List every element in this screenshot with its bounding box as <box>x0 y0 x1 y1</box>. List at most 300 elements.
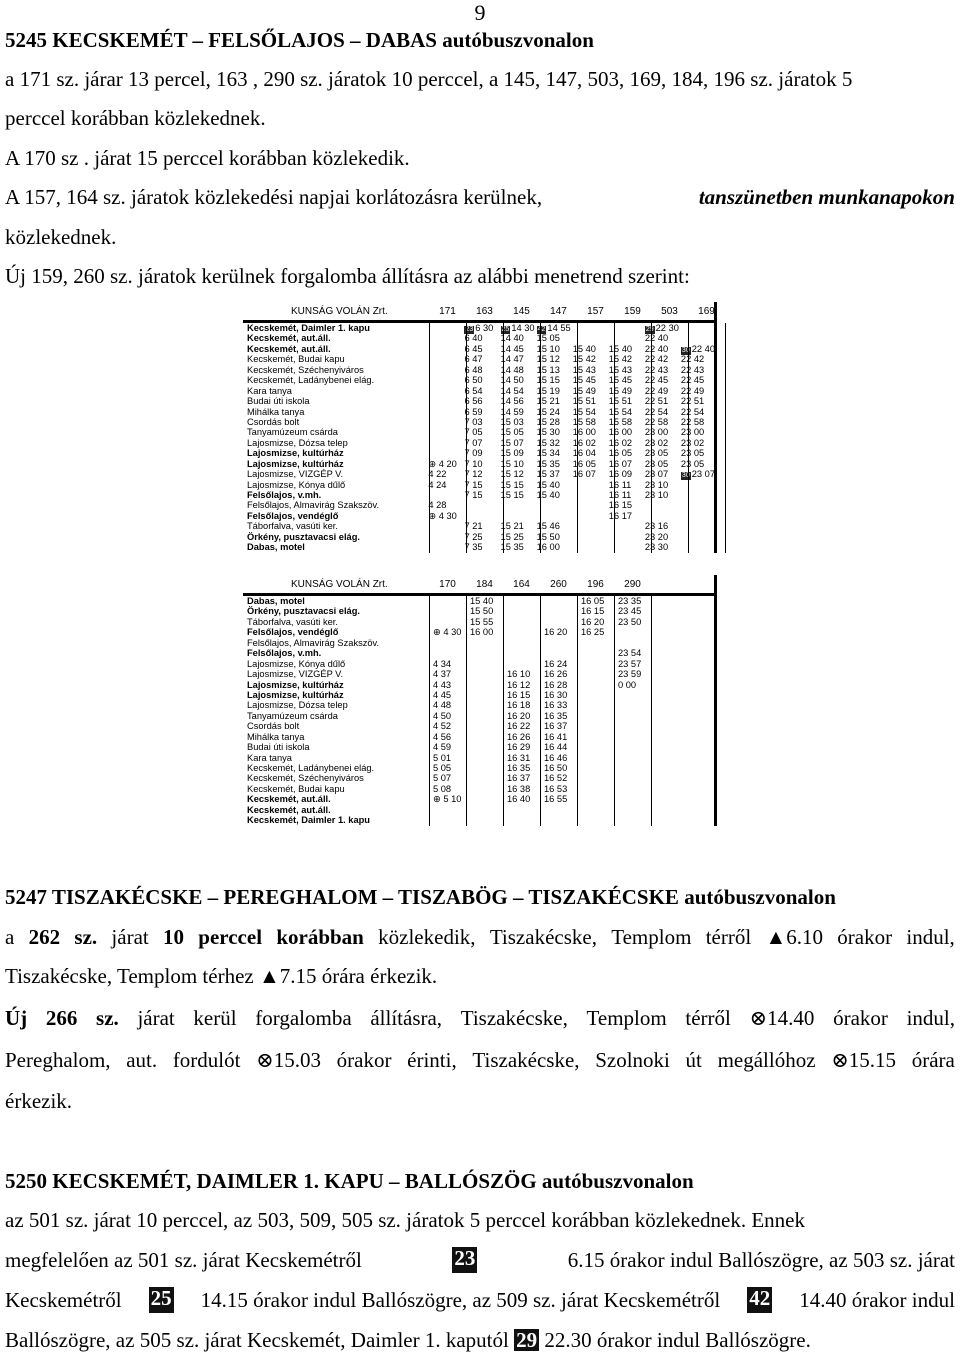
time-cell: 15 12 <box>536 354 560 365</box>
time-cell: 4 50 <box>433 710 452 721</box>
time-cell: 5 01 <box>433 752 452 763</box>
word: Tiszakécske, <box>472 1048 580 1072</box>
time-cell: 15 24 <box>536 406 560 417</box>
time-cell <box>507 606 544 616</box>
time-cell: 16 05 <box>572 458 596 469</box>
time-cell: 15 55 <box>470 616 494 627</box>
time-cell <box>573 490 609 500</box>
time-cell <box>507 815 544 825</box>
table-row <box>243 659 717 669</box>
stop-name: Lajosmizse, Dózsa telep <box>247 700 348 711</box>
table-row <box>243 469 717 479</box>
trip-number: 164 <box>513 579 530 590</box>
time-cell <box>681 532 717 542</box>
stop-name: Lajosmizse, Dózsa telep <box>247 437 348 448</box>
time-cell: 23 07 <box>644 469 669 480</box>
time-cell <box>544 596 581 606</box>
stop-name: Kecskemét, Széchenyiváros <box>247 773 364 784</box>
word: fordulót <box>172 1048 241 1072</box>
direction-marker <box>421 742 433 752</box>
time-cell <box>428 542 464 552</box>
table-row <box>243 532 717 542</box>
direction-marker <box>417 448 429 458</box>
time-cell: 15 37 <box>536 469 560 480</box>
time-cell: 4 43 <box>433 679 452 690</box>
direction-marker <box>421 638 433 648</box>
stop-name: Mihálka tanya <box>247 731 305 742</box>
word: megállóhoz <box>717 1048 816 1072</box>
trip-number: 159 <box>624 306 641 317</box>
time-cell <box>681 323 717 333</box>
time-cell: 14 45 <box>500 343 524 354</box>
stop-name: Felsőlajos, v.mh. <box>247 648 322 659</box>
time-cell: 23 59 <box>618 669 642 680</box>
time-value: 14 30 <box>511 323 535 333</box>
time-cell: 22 54 <box>680 406 705 417</box>
table-row <box>243 438 717 448</box>
time-cell: 22 51 <box>644 396 669 407</box>
operator-name: KUNSÁG VOLÁN Zrt. <box>291 306 388 317</box>
time-cell: ⊕ 4 20 <box>428 458 457 469</box>
time-cell <box>681 542 717 552</box>
column-divider <box>429 323 430 553</box>
time-cell <box>618 638 655 648</box>
word: Új <box>5 1006 28 1030</box>
time-cell: 22 54 <box>644 406 669 417</box>
time-cell <box>428 521 464 531</box>
time-cell: 15 12 <box>500 469 524 480</box>
table-row <box>243 375 717 385</box>
time-cell <box>618 794 655 804</box>
stop-name: Felsőlajos, Almavirág Szakszöv. <box>247 637 380 648</box>
stop-name: Kecskemét, aut.áll. <box>247 343 331 354</box>
table-row <box>243 344 717 354</box>
direction-marker <box>421 596 433 606</box>
time-cell: 16 11 <box>608 490 632 500</box>
time-cell <box>470 742 507 752</box>
word: járat <box>111 925 149 949</box>
column-divider <box>503 323 504 553</box>
time-cell: ⊕ 4 30 <box>428 510 457 521</box>
stop-name: Csordás bolt <box>247 721 300 732</box>
trip-number: 145 <box>513 306 530 317</box>
time-cell: 22 49 <box>644 385 669 396</box>
word: érinti, <box>407 1048 457 1072</box>
time-cell: 14 54 <box>500 385 524 396</box>
trip-number: 147 <box>550 306 567 317</box>
time-cell: 15 50 <box>536 531 560 542</box>
paragraph-line: Új 159, 260 sz. járatok kerülnek forgalomba állításra az alábbi menetrend szerint: <box>5 264 690 288</box>
stop-name: Lajosmizse, kultúrház <box>247 458 344 469</box>
time-cell: 16 00 <box>536 542 560 553</box>
time-cell <box>537 500 573 510</box>
table-row <box>243 365 717 375</box>
time-cell: 15 10 <box>536 343 560 354</box>
time-cell: 5 08 <box>433 783 452 794</box>
paragraph-line: perccel korábban közlekednek. <box>5 106 266 130</box>
time-cell: 5 07 <box>433 773 452 784</box>
time-cell: 7 15 <box>464 490 483 500</box>
direction-marker <box>417 490 429 500</box>
word: órakor <box>833 1006 888 1030</box>
word: térről <box>685 1006 731 1030</box>
timetable-header <box>243 302 717 323</box>
stop-name: Dabas, motel <box>247 596 305 606</box>
time-cell: 22 49 <box>680 385 705 396</box>
direction-marker <box>421 794 433 804</box>
stop-name: Táborfalva, vasúti ker. <box>247 521 338 532</box>
word: forgalomba <box>255 1006 352 1030</box>
timetable-dabas-kecskemet <box>243 575 717 826</box>
trip-number: 169 <box>698 306 715 317</box>
table-row <box>243 815 717 825</box>
time-cell: 7 25 <box>464 531 483 542</box>
time-cell: 16 31 <box>507 752 531 763</box>
time-cell <box>428 417 464 427</box>
time-cell <box>433 617 470 627</box>
time-cell <box>470 700 507 710</box>
time-cell: 22 51 <box>680 396 705 407</box>
time-cell <box>433 606 470 616</box>
table-row <box>243 617 717 627</box>
word: sz. <box>74 925 98 949</box>
time-cell <box>618 700 655 710</box>
direction-marker <box>421 648 433 658</box>
direction-marker <box>421 721 433 731</box>
time-cell <box>428 438 464 448</box>
time-cell: 15 51 <box>572 396 596 407</box>
time-cell <box>573 323 609 333</box>
column-divider <box>466 323 467 553</box>
timetable-body <box>243 596 717 826</box>
time-cell: 16 53 <box>544 783 568 794</box>
column-divider <box>503 596 504 826</box>
time-cell <box>618 627 655 637</box>
table-row <box>243 721 717 731</box>
time-cell: 16 11 <box>608 479 632 490</box>
time-cell <box>501 500 537 510</box>
time-cell <box>618 732 655 742</box>
time-cell: 16 15 <box>608 500 633 511</box>
direction-marker <box>421 805 433 815</box>
time-cell: 15 51 <box>608 396 633 407</box>
time-cell: 16 07 <box>608 458 633 469</box>
trip-badge: 30 <box>681 472 690 480</box>
direction-marker <box>417 532 429 542</box>
column-divider <box>651 323 652 553</box>
time-cell: 15 45 <box>608 375 633 386</box>
time-cell: 22 45 <box>680 375 705 386</box>
trip-badge: 42 <box>537 326 546 333</box>
time-cell: 14 50 <box>500 375 524 386</box>
time-cell: 15 03 <box>500 416 524 427</box>
direction-marker <box>421 606 433 616</box>
time-cell: 16 25 <box>581 627 605 638</box>
table-right-border <box>714 575 717 826</box>
direction-marker <box>421 617 433 627</box>
column-divider <box>651 596 652 826</box>
time-cell: 14 40 <box>500 333 524 344</box>
time-cell <box>470 794 507 804</box>
direction-marker <box>417 407 429 417</box>
time-cell: 16 20 <box>581 616 605 627</box>
time-cell: 15 50 <box>470 606 494 617</box>
time-cell <box>470 805 507 815</box>
trip-number: 260 <box>550 579 567 590</box>
time-cell: 16 22 <box>507 721 531 732</box>
trip-badge: 42 <box>747 1287 772 1313</box>
time-cell: 15 40 <box>608 343 633 354</box>
paragraph-line <box>5 1005 955 1031</box>
trip-number-row <box>429 306 725 317</box>
time-cell <box>618 773 655 783</box>
time-cell: ⊕ 5 10 <box>433 794 462 805</box>
stop-name: Felsőlajos, vendéglő <box>247 627 339 638</box>
time-cell: 7 12 <box>464 469 483 480</box>
trip-number-row <box>429 579 651 590</box>
time-cell: 15 40 <box>536 490 560 500</box>
stop-name: Lajosmizse, kultúrház <box>247 679 344 690</box>
time-cell: 15 09 <box>500 448 524 459</box>
time-cell <box>573 333 609 343</box>
time-cell <box>464 500 500 510</box>
time-cell <box>618 711 655 721</box>
table-row <box>243 417 717 427</box>
time-cell: 16 37 <box>507 773 531 784</box>
time-cell <box>470 690 507 700</box>
time-cell: 16 00 <box>470 627 494 638</box>
column-divider <box>688 323 689 553</box>
stop-name: Lajosmizse, VIZGÉP V. <box>247 669 344 680</box>
direction-marker <box>417 542 429 552</box>
time-cell: 16 17 <box>608 510 633 521</box>
direction-marker <box>421 680 433 690</box>
time-cell: 4 22 <box>428 469 447 480</box>
stop-name: Lajosmizse, kultúrház <box>247 448 344 459</box>
time-cell <box>507 617 544 627</box>
word: korábban <box>276 925 364 949</box>
stop-name: Lajosmizse, VIZGÉP V. <box>247 469 344 480</box>
time-cell: 16 15 <box>581 606 605 617</box>
time-cell <box>470 763 507 773</box>
time-cell <box>507 638 544 648</box>
time-cell <box>428 344 464 354</box>
time-cell: 15 54 <box>572 406 596 417</box>
time-cell <box>618 721 655 731</box>
time-cell: 15 07 <box>500 437 524 448</box>
column-divider <box>577 323 578 553</box>
time-cell: 4 52 <box>433 721 452 732</box>
time-cell: 16 29 <box>507 742 531 753</box>
time-cell <box>618 815 655 825</box>
time-cell <box>507 648 544 658</box>
time-cell <box>581 784 618 794</box>
stop-name: Felsőlajos, Almavirág Szakszöv. <box>247 500 380 511</box>
time-cell <box>544 606 581 616</box>
word: Tiszakécske, <box>489 925 597 949</box>
table-row <box>243 542 717 552</box>
time-cell <box>537 323 573 333</box>
time-cell <box>681 500 717 510</box>
table-row <box>243 805 717 815</box>
time-cell: 6 56 <box>464 396 483 407</box>
paragraph-line: közlekednek. <box>5 225 117 249</box>
word: indul, <box>906 925 955 949</box>
word: sz. <box>96 1006 119 1030</box>
word: ⊗15.15 <box>831 1048 897 1072</box>
direction-marker <box>417 521 429 531</box>
time-cell: 15 54 <box>608 406 633 417</box>
time-cell <box>618 742 655 752</box>
text-segment: 22.30 órakor indul Ballószögre. <box>544 1328 811 1352</box>
time-cell: 23 05 <box>644 448 669 459</box>
time-cell: 16 26 <box>544 669 568 680</box>
time-cell <box>581 805 618 815</box>
time-cell <box>681 521 717 531</box>
time-value: 14 55 <box>547 323 571 333</box>
time-cell: 15 05 <box>500 427 524 438</box>
time-cell <box>618 805 655 815</box>
time-cell: 16 41 <box>544 731 568 742</box>
time-cell <box>544 648 581 658</box>
time-cell <box>618 784 655 794</box>
word: Templom <box>611 925 692 949</box>
direction-marker <box>417 344 429 354</box>
stop-name: Kecskemét, Ladánybenei elág. <box>247 375 375 386</box>
time-cell: 14 48 <box>500 364 524 375</box>
paragraph-line: az 501 sz. járat 10 perccel, az 503, 509, 505 sz. járatok 5 perccel korábban közlekednek. Ennek <box>5 1208 805 1232</box>
direction-marker <box>417 365 429 375</box>
text-segment: Kecskemétről <box>5 1288 122 1312</box>
word: közlekedik, <box>378 925 476 949</box>
direction-marker <box>421 711 433 721</box>
table-row <box>243 500 717 510</box>
time-cell: 6 45 <box>464 343 483 354</box>
time-cell <box>681 490 717 500</box>
time-cell: 16 40 <box>507 794 531 805</box>
paragraph-line: érkezik. <box>5 1089 73 1113</box>
time-cell: 14 59 <box>500 406 524 417</box>
word: kerül <box>193 1006 237 1030</box>
time-cell: 16 20 <box>544 627 568 638</box>
time-cell: 15 10 <box>500 458 524 469</box>
time-cell <box>470 721 507 731</box>
trip-badge: 25 <box>149 1287 174 1313</box>
time-cell: 4 28 <box>428 500 447 511</box>
time-cell: 16 12 <box>507 679 531 690</box>
table-row <box>243 773 717 783</box>
time-cell: 16 15 <box>507 689 531 700</box>
stop-name: Kecskemét, aut.áll. <box>247 333 331 344</box>
time-cell <box>428 386 464 396</box>
time-cell: 6 50 <box>464 375 483 386</box>
table-row <box>243 480 717 490</box>
time-cell: 15 13 <box>536 364 560 375</box>
word: ▲6.10 <box>765 925 824 949</box>
time-cell: 15 40 <box>470 596 494 606</box>
time-cell: 15 21 <box>500 521 524 532</box>
trip-number: 171 <box>439 306 456 317</box>
time-cell <box>681 480 717 490</box>
time-cell <box>581 638 618 648</box>
time-cell: 16 07 <box>572 469 596 480</box>
time-cell <box>581 753 618 763</box>
stop-name: Dabas, motel <box>247 542 305 553</box>
time-cell <box>681 511 717 521</box>
time-cell: 15 34 <box>536 448 560 459</box>
time-cell: 23 10 <box>644 490 669 500</box>
time-cell <box>618 753 655 763</box>
time-cell: 6 59 <box>464 406 483 417</box>
stop-name: Csordás bolt <box>247 416 300 427</box>
time-cell: 23 16 <box>644 521 669 532</box>
direction-marker <box>417 480 429 490</box>
table-row <box>243 606 717 616</box>
time-cell: 15 15 <box>500 490 524 500</box>
time-cell <box>428 427 464 437</box>
direction-marker <box>417 438 429 448</box>
direction-marker <box>417 396 429 406</box>
column-divider <box>614 596 615 826</box>
stop-name: Mihálka tanya <box>247 406 305 417</box>
time-cell: 4 56 <box>433 731 452 742</box>
time-cell: 5 05 <box>433 763 452 773</box>
time-cell <box>428 448 464 458</box>
table-row <box>243 711 717 721</box>
table-row <box>243 521 717 531</box>
table-row <box>243 680 717 690</box>
time-cell: 23 10 <box>644 479 669 490</box>
time-cell: 22 58 <box>644 416 669 427</box>
table-row <box>243 354 717 364</box>
table-row <box>243 700 717 710</box>
time-cell: 16 18 <box>507 700 531 711</box>
paragraph-line <box>5 184 955 210</box>
time-cell <box>470 753 507 763</box>
table-row <box>243 333 717 343</box>
time-cell <box>573 521 609 531</box>
time-cell <box>573 532 609 542</box>
table-row <box>243 784 717 794</box>
time-cell: 15 40 <box>536 479 560 490</box>
time-cell <box>428 375 464 385</box>
time-cell <box>544 805 581 815</box>
paragraph-line <box>5 1047 955 1073</box>
table-row <box>243 386 717 396</box>
direction-marker <box>417 500 429 510</box>
word: ⊗15.03 <box>256 1048 321 1072</box>
time-cell: 16 37 <box>544 721 568 732</box>
time-cell: 15 35 <box>500 542 524 553</box>
stop-name: Kecskemét, Budai kapu <box>247 354 345 365</box>
table-row <box>243 596 717 606</box>
time-cell: 16 38 <box>507 783 531 794</box>
time-cell <box>507 627 544 637</box>
time-cell <box>573 542 609 552</box>
trip-badge: 29 <box>645 326 654 333</box>
trip-badge: 25 <box>501 326 510 333</box>
time-cell <box>464 511 500 521</box>
time-cell <box>470 732 507 742</box>
section-title-5250: 5250 KECSKEMÉT, DAIMLER 1. KAPU – BALLÓSZÖG autóbuszvonalon <box>5 1169 694 1193</box>
trip-number: 196 <box>587 579 604 590</box>
time-cell: 15 45 <box>572 375 596 386</box>
text-segment: 6.15 órakor indul Ballószögre, az 503 sz. járat <box>567 1248 955 1272</box>
time-cell <box>433 648 470 658</box>
table-row <box>243 794 717 804</box>
time-cell <box>470 659 507 669</box>
word: indul, <box>906 1006 955 1030</box>
